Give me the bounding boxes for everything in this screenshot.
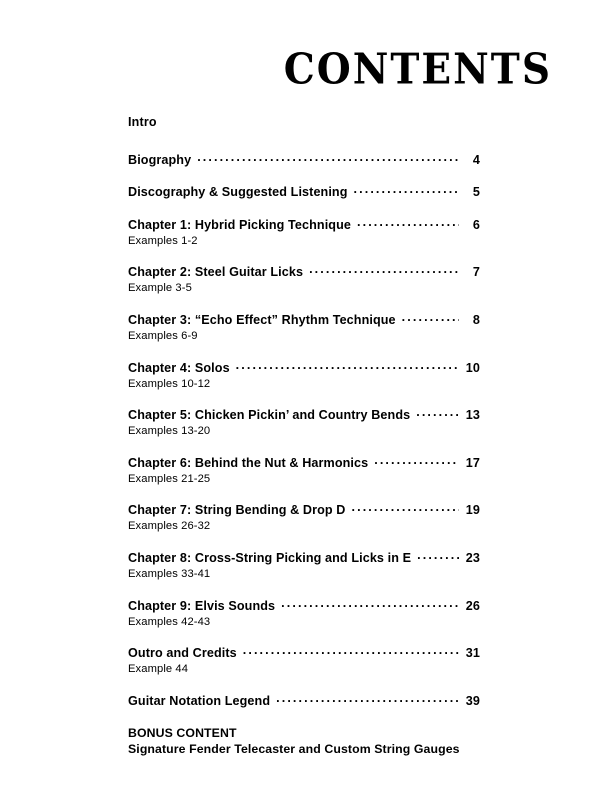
page-title: CONTENTS <box>283 44 552 95</box>
toc-row[interactable] <box>128 645 480 661</box>
toc-entry[interactable] <box>128 184 480 200</box>
toc-entry-label: Chapter 2: Steel Guitar Licks <box>128 265 304 280</box>
toc-row[interactable] <box>128 502 480 518</box>
toc-row[interactable] <box>128 311 480 327</box>
toc-entry-page: 5 <box>472 185 480 200</box>
dot-leader <box>309 264 459 277</box>
toc-entry-page: 8 <box>472 312 480 327</box>
toc-entry-label: Chapter 4: Solos <box>128 360 230 375</box>
toc-entry-sublabel: Examples 42-43 <box>128 615 211 628</box>
toc-entry-page: 13 <box>465 408 480 423</box>
toc-row[interactable] <box>128 216 480 232</box>
toc-entry-sublabel: Examples 21-25 <box>128 472 211 485</box>
dot-leader <box>374 454 459 467</box>
toc-entry-label: Guitar Notation Legend <box>128 693 271 708</box>
toc-entry-sublabel: Example 3-5 <box>128 282 192 295</box>
toc-entry-sublabel: Examples 26-32 <box>128 520 211 533</box>
toc-entry-sublabel: Example 44 <box>128 663 189 676</box>
toc-entry[interactable] <box>128 407 480 438</box>
toc-entry-page: 31 <box>465 646 480 661</box>
toc-entry-label: Chapter 5: Chicken Pickin’ and Country Bends <box>128 408 411 423</box>
dot-leader <box>402 311 459 324</box>
bonus-content-block <box>128 725 480 758</box>
dot-leader <box>197 151 459 164</box>
toc-entry-label: Outro and Credits <box>128 646 237 661</box>
toc-entry-page: 4 <box>472 152 480 167</box>
toc-entry[interactable] <box>128 549 480 580</box>
toc-row[interactable] <box>128 264 480 280</box>
toc-entry-sublabel: Examples 13-20 <box>128 425 211 438</box>
intro-label: Intro <box>128 115 157 129</box>
toc-entry[interactable] <box>128 359 480 390</box>
table-of-contents <box>128 115 480 758</box>
dot-leader <box>243 645 459 658</box>
toc-entry-page: 19 <box>465 503 480 518</box>
toc-entry-page: 17 <box>465 455 480 470</box>
bonus-content-heading: BONUS CONTENT <box>128 725 237 740</box>
dot-leader <box>276 692 459 705</box>
toc-row[interactable] <box>128 549 480 565</box>
dot-leader <box>357 216 459 229</box>
toc-entry-sublabel: Examples 6-9 <box>128 329 198 342</box>
toc-entry-sublabel: Examples 10-12 <box>128 377 211 390</box>
toc-entry-page: 26 <box>465 598 480 613</box>
toc-entry-page: 23 <box>465 550 480 565</box>
toc-entry-page: 39 <box>465 693 480 708</box>
toc-entry[interactable] <box>128 264 480 295</box>
toc-entry-label: Chapter 3: “Echo Effect” Rhythm Technique <box>128 312 396 327</box>
toc-entry-label: Chapter 8: Cross-String Picking and Licks in E <box>128 550 412 565</box>
toc-entry-label: Biography <box>128 152 192 167</box>
toc-entry-page: 6 <box>472 217 480 232</box>
toc-row[interactable] <box>128 407 480 423</box>
toc-entry-page: 10 <box>465 360 480 375</box>
dot-leader <box>236 359 459 372</box>
toc-entry-label: Chapter 1: Hybrid Picking Technique <box>128 217 351 232</box>
toc-row[interactable] <box>128 184 480 200</box>
dot-leader <box>352 502 460 515</box>
toc-entry-label: Chapter 7: String Bending & Drop D <box>128 503 346 518</box>
toc-row[interactable] <box>128 692 480 708</box>
dot-leader <box>281 597 459 610</box>
toc-entry[interactable] <box>128 311 480 342</box>
dot-leader <box>417 549 459 562</box>
toc-entry-label: Chapter 9: Elvis Sounds <box>128 598 276 613</box>
toc-entry[interactable] <box>128 216 480 247</box>
toc-entry[interactable] <box>128 645 480 676</box>
toc-entry-label: Chapter 6: Behind the Nut & Harmonics <box>128 455 369 470</box>
toc-row[interactable] <box>128 151 480 167</box>
toc-entry[interactable] <box>128 151 480 167</box>
toc-entry[interactable] <box>128 597 480 628</box>
toc-entry-sublabel: Examples 1-2 <box>128 234 198 247</box>
bonus-content-line: Signature Fender Telecaster and Custom String Gauges <box>128 742 460 757</box>
dot-leader <box>354 184 459 197</box>
dot-leader <box>416 407 459 420</box>
toc-entry-page: 7 <box>472 265 480 280</box>
toc-entry[interactable] <box>128 502 480 533</box>
toc-row[interactable] <box>128 359 480 375</box>
toc-entry-sublabel: Examples 33-41 <box>128 567 211 580</box>
toc-row[interactable] <box>128 597 480 613</box>
toc-entry[interactable] <box>128 692 480 708</box>
toc-entry[interactable] <box>128 454 480 485</box>
toc-row[interactable] <box>128 454 480 470</box>
toc-entry-label: Discography & Suggested Listening <box>128 185 348 200</box>
